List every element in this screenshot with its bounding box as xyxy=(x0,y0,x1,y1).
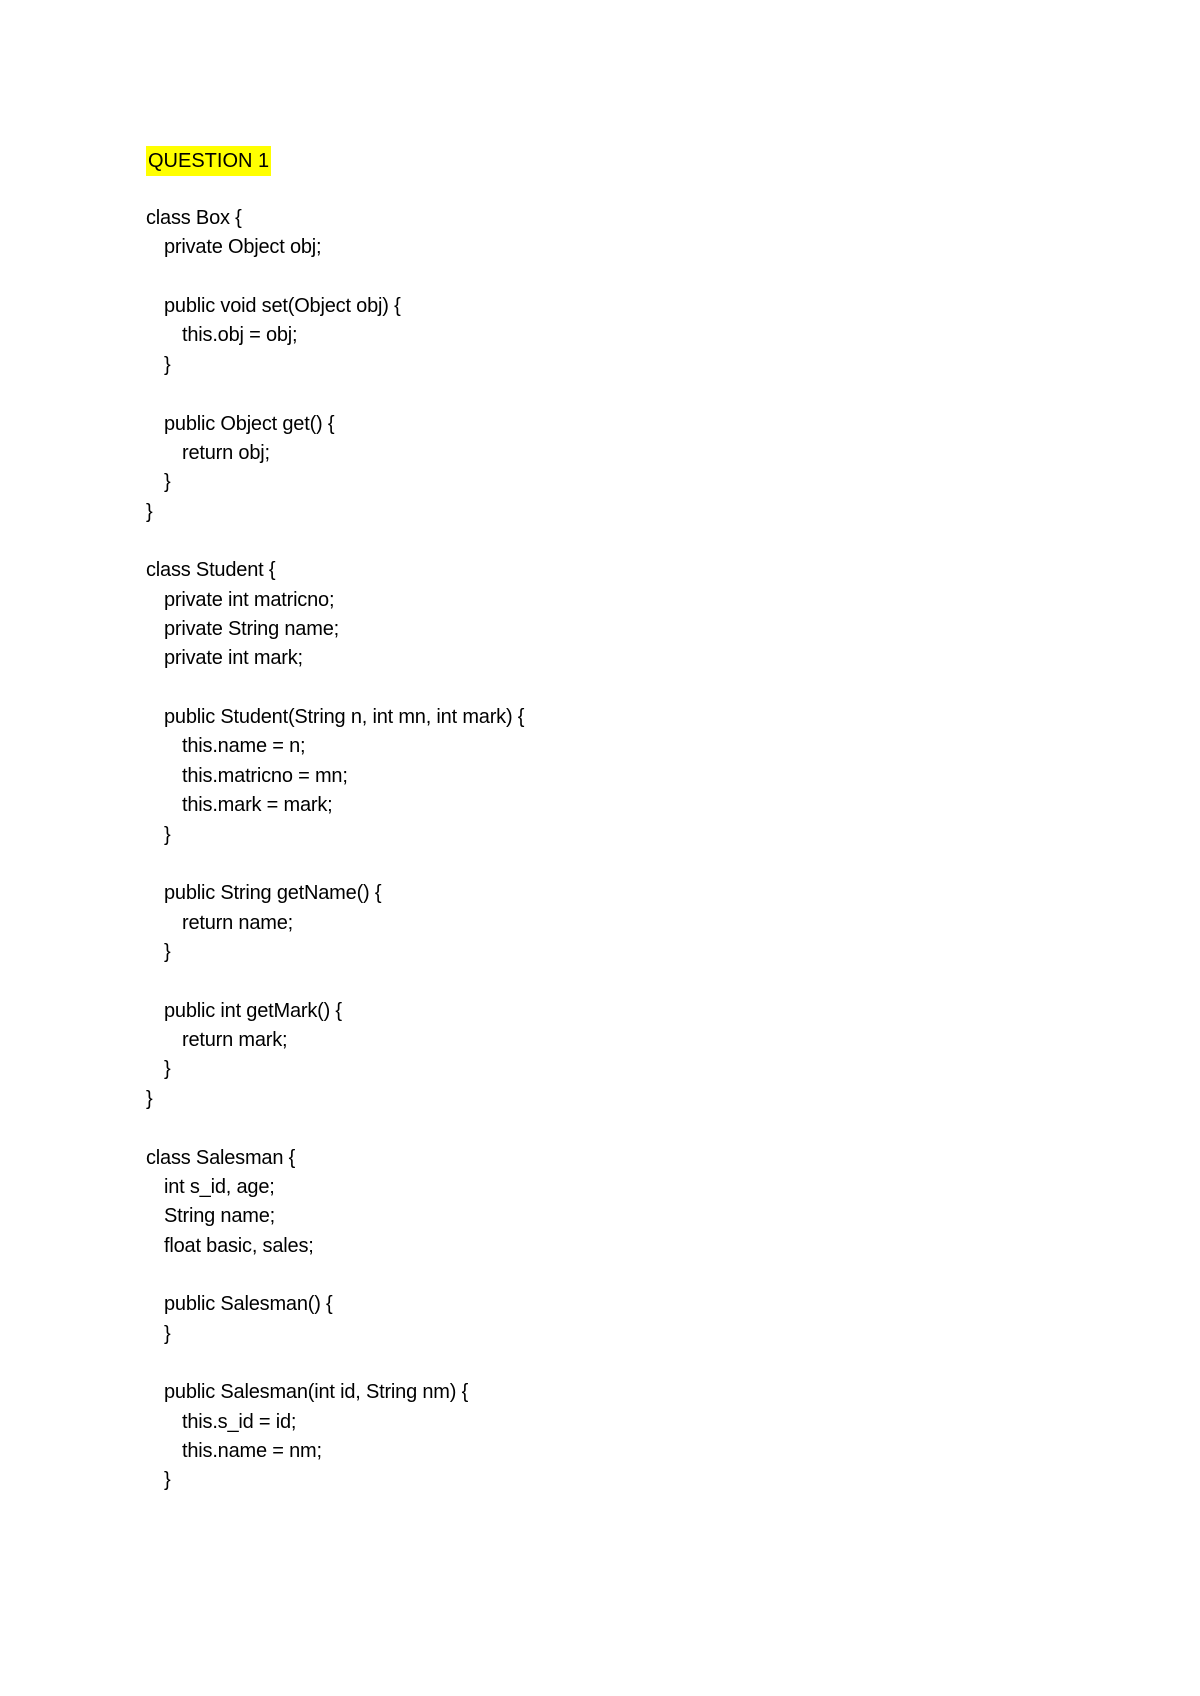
code-line: } xyxy=(164,940,171,963)
code-line: } xyxy=(146,500,153,523)
code-line: class Salesman { xyxy=(146,1146,296,1169)
code-line: public Salesman() { xyxy=(164,1293,333,1316)
code-line: this.name = nm; xyxy=(182,1440,322,1463)
code-line: this.name = n; xyxy=(182,735,306,758)
code-line xyxy=(146,1349,1046,1378)
code-block xyxy=(146,204,1046,1496)
code-line: public String getName() { xyxy=(164,882,382,905)
code-line xyxy=(146,527,1046,556)
code-line: int s_id, age; xyxy=(164,1175,275,1198)
code-line: this.s_id = id; xyxy=(182,1410,297,1433)
code-line: } xyxy=(164,823,171,846)
code-line: String name; xyxy=(164,1205,275,1228)
code-line xyxy=(146,380,1046,409)
code-line: public int getMark() { xyxy=(164,999,342,1022)
code-line: } xyxy=(164,1322,171,1345)
code-line: public void set(Object obj) { xyxy=(164,295,401,318)
code-line: private String name; xyxy=(164,618,339,641)
code-line: } xyxy=(146,1087,153,1110)
code-line: public Object get() { xyxy=(164,412,335,435)
code-line: class Student { xyxy=(146,559,276,582)
code-line: return obj; xyxy=(182,441,270,464)
code-line: class Box { xyxy=(146,207,242,229)
code-line: } xyxy=(164,1469,171,1492)
code-line: return mark; xyxy=(182,1029,288,1052)
code-line: this.obj = obj; xyxy=(182,324,298,347)
question-heading: QUESTION 1 xyxy=(146,146,271,176)
code-line xyxy=(146,263,1046,292)
code-line xyxy=(146,1261,1046,1290)
code-line xyxy=(146,850,1046,879)
code-line: private Object obj; xyxy=(164,236,322,259)
code-line: private int matricno; xyxy=(164,588,335,611)
code-line: } xyxy=(164,471,171,494)
code-line: this.mark = mark; xyxy=(182,794,333,817)
code-line xyxy=(146,674,1046,703)
code-line: } xyxy=(164,353,171,376)
code-line: float basic, sales; xyxy=(164,1234,314,1257)
code-line xyxy=(146,967,1046,996)
code-line: } xyxy=(164,1058,171,1081)
code-line: this.matricno = mn; xyxy=(182,764,348,787)
code-line xyxy=(146,1114,1046,1143)
code-line: public Salesman(int id, String nm) { xyxy=(164,1381,469,1404)
code-line: return name; xyxy=(182,911,293,934)
code-line: public Student(String n, int mn, int mark) { xyxy=(164,706,525,729)
code-line: private int mark; xyxy=(164,647,303,670)
